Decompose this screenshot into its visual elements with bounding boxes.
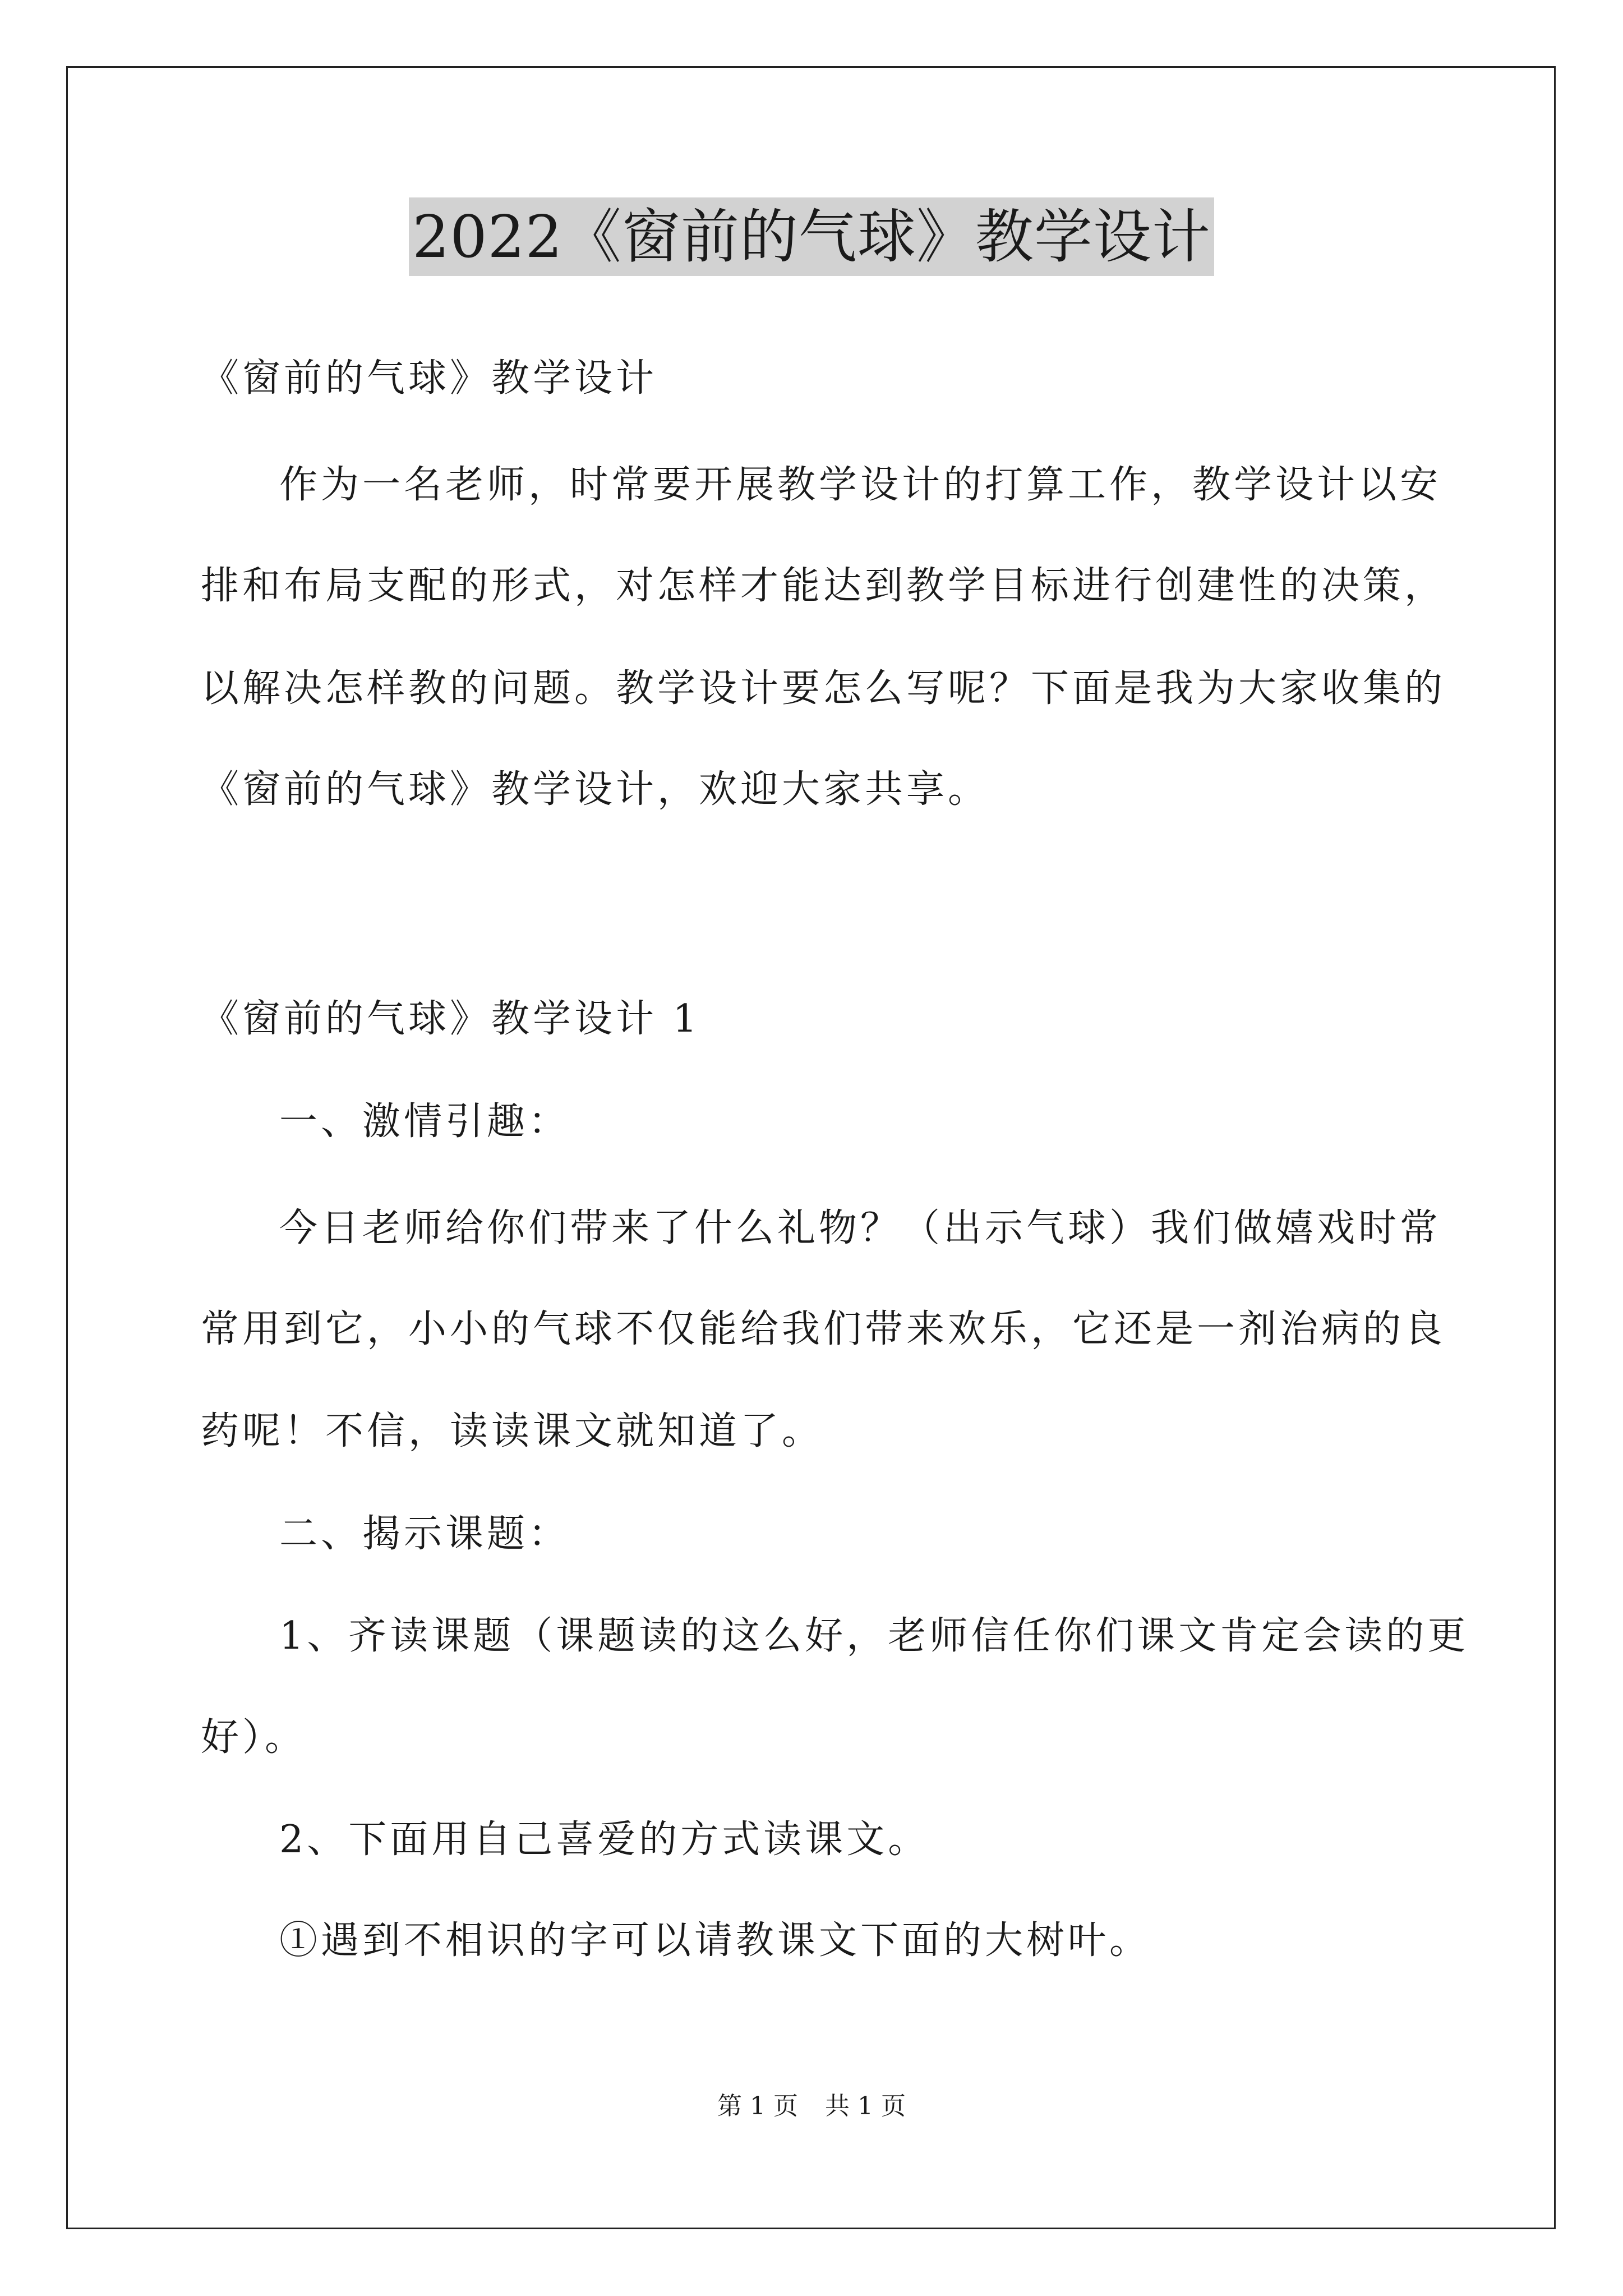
page-total: 共 1 页 [825,2092,906,2120]
title-container [0,197,1623,276]
page-footer [0,2090,1623,2123]
body-line: 二、揭示课题： [279,1512,570,1556]
body-line: 排和布局支配的形式，对怎样才能达到教学目标进行创建性的决策， [201,564,1446,608]
body-line: 今日老师给你们带来了什么礼物？（出示气球）我们做嬉戏时常 [279,1206,1442,1250]
body-line: 以解决怎样教的问题。教学设计要怎么写呢？下面是我为大家收集的 [201,666,1446,711]
body-line: 1、齐读课题（课题读的这么好，老师信任你们课文肯定会读的更 [279,1614,1469,1658]
body-line: 作为一名老师，时常要开展教学设计的打算工作，教学设计以安 [279,463,1442,507]
page-number: 第 1 页 [717,2092,798,2120]
body-line: ①遇到不相识的字可以请教课文下面的大树叶。 [279,1918,1151,1963]
section-heading: 《窗前的气球》教学设计 1 [201,997,700,1041]
body-line: 《窗前的气球》教学设计 [201,356,658,401]
body-line: 2、下面用自己喜爱的方式读课文。 [279,1818,930,1862]
body-line: 常用到它，小小的气球不仅能给我们带来欢乐，它还是一剂治病的良 [201,1307,1446,1351]
body-line: 药呢！不信，读读课文就知道了。 [201,1409,824,1453]
document-title: 2022《窗前的气球》教学设计 [409,197,1214,276]
body-line: 《窗前的气球》教学设计，欢迎大家共享。 [201,767,990,812]
body-line: 好）。 [201,1715,307,1760]
body-line: 一、激情引趣： [279,1099,570,1144]
